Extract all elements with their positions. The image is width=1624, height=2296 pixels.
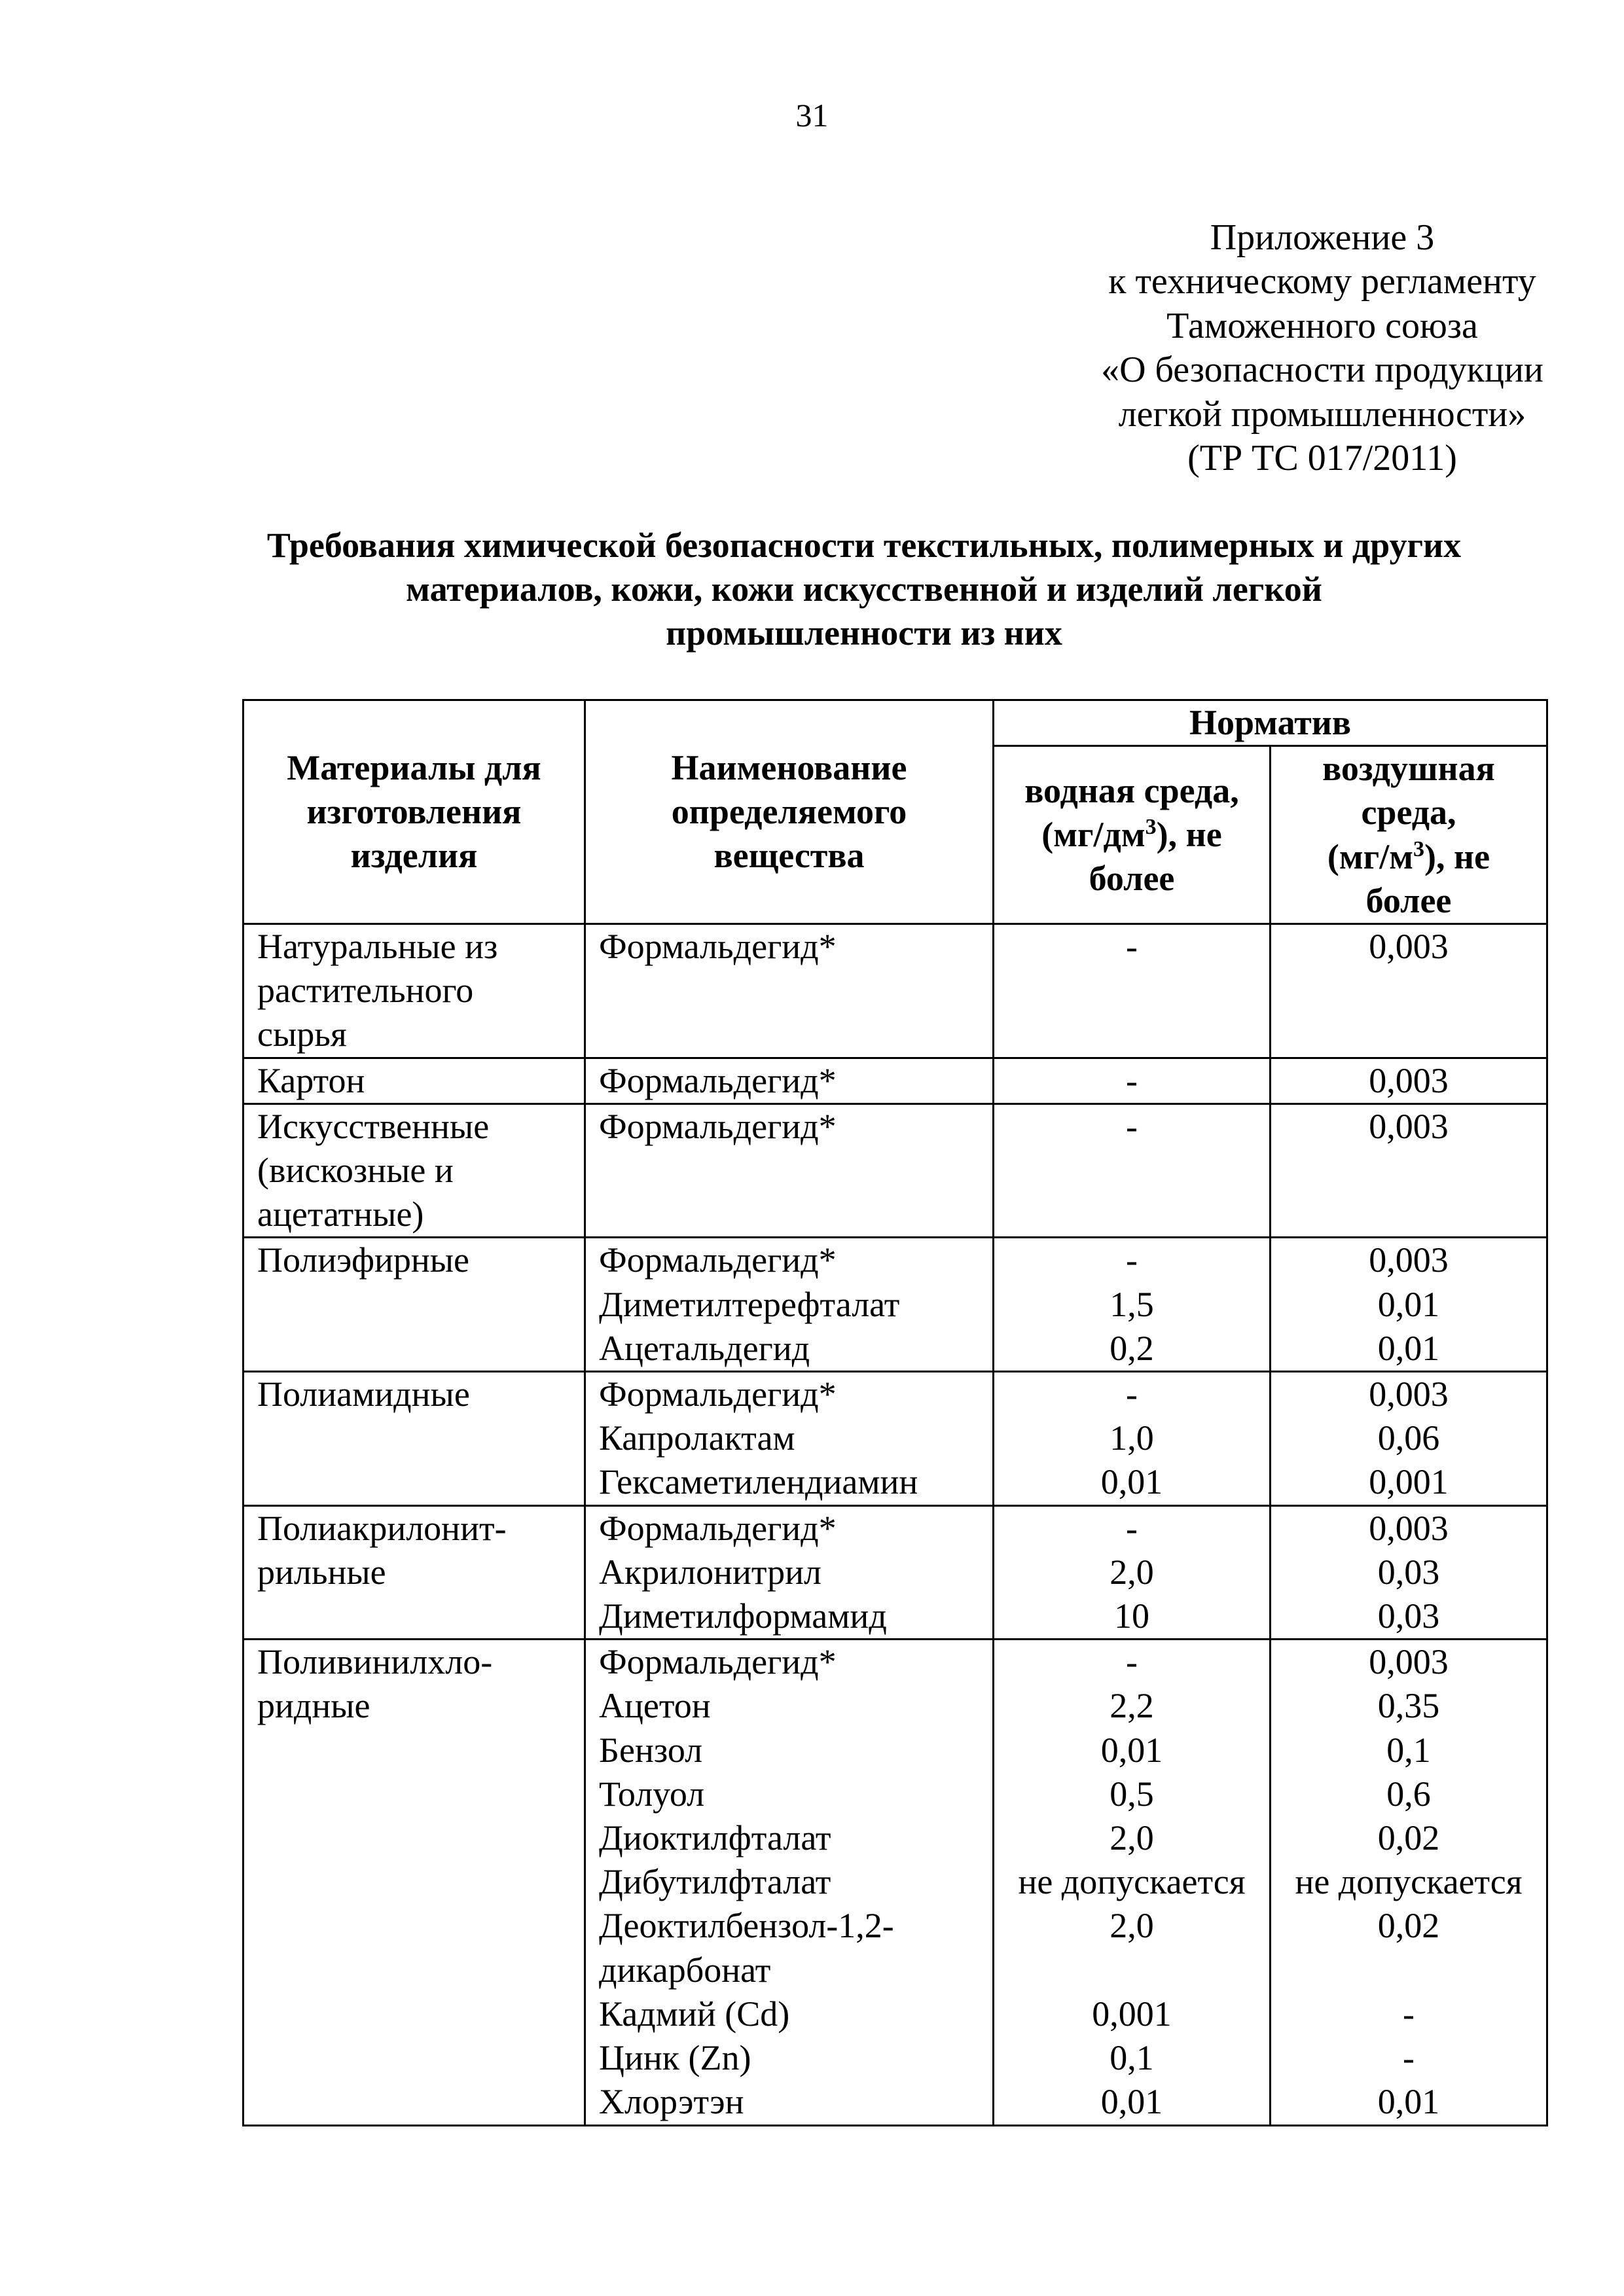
cell-line: 0,03 <box>1377 1596 1440 1636</box>
cell-line: - <box>1126 1374 1138 1414</box>
substance-cell <box>585 1640 994 2125</box>
material-cell <box>244 1103 585 1238</box>
cell-line: Хлорэтэн <box>599 2082 744 2122</box>
cell-line: 10 <box>1114 1596 1149 1636</box>
cell-line: Формальдегид* <box>599 1374 837 1414</box>
table-row <box>244 1238 1547 1372</box>
cell-line: 2,0 <box>1110 1552 1154 1592</box>
header-line: более <box>1365 880 1452 920</box>
table-row <box>244 1505 1547 1640</box>
material-cell <box>244 924 585 1058</box>
cell-line: Цинк (Zn) <box>599 2038 751 2078</box>
cell-line: Формальдегид* <box>599 1106 837 1146</box>
cell-line: Полиамидные <box>257 1374 470 1414</box>
air-norm-cell <box>1271 1103 1547 1238</box>
cell-line: 0,01 <box>1100 1730 1163 1770</box>
cell-line: Картон <box>257 1060 365 1100</box>
table-row <box>244 1058 1547 1103</box>
cell-line: Полиакрилонит- <box>257 1508 507 1548</box>
cell-line: - <box>1126 1240 1138 1280</box>
header-line: среда, <box>1361 793 1456 833</box>
substance-cell <box>585 1238 994 1372</box>
substance-cell <box>585 924 994 1058</box>
water-norm-cell <box>994 1103 1271 1238</box>
requirements-table <box>242 699 1548 2126</box>
appendix-block <box>1015 216 1624 480</box>
air-norm-cell <box>1271 1058 1547 1103</box>
cell-line: ацетатные) <box>257 1194 424 1234</box>
header-substance <box>585 700 994 924</box>
cell-line: сырья <box>257 1014 347 1054</box>
cell-line <box>1272 1948 1545 1992</box>
title-line: материалов, кожи, кожи искусственной и изделий легкой <box>406 569 1322 609</box>
cell-line: Формальдегид* <box>599 1060 837 1100</box>
header-line: вещества <box>713 836 865 876</box>
cell-line: 2,0 <box>1110 1818 1154 1858</box>
cell-line: 1,0 <box>1110 1418 1154 1458</box>
header-line: воздушная <box>1322 749 1495 789</box>
water-norm-cell <box>994 1238 1271 1372</box>
table-row <box>244 1372 1547 1506</box>
cell-line: Диметилтерефталат <box>599 1284 900 1324</box>
cell-line: Диоктилфталат <box>599 1818 831 1858</box>
cell-line: рильные <box>257 1552 386 1592</box>
cell-line: Поливинилхло- <box>257 1642 493 1682</box>
cell-line: Дибутилфталат <box>599 1862 831 1902</box>
substance-cell <box>585 1505 994 1640</box>
appendix-line: Приложение 3 <box>1210 217 1435 258</box>
cell-line: Формальдегид* <box>599 927 837 967</box>
cell-line: Кадмий (Cd) <box>599 1994 790 2034</box>
cell-line: Гексаметилендиамин <box>599 1462 918 1502</box>
cell-line: растительного <box>257 971 474 1011</box>
cell-line: - <box>1126 1106 1138 1146</box>
substance-cell <box>585 1372 994 1506</box>
cell-line: 0,01 <box>1100 2082 1163 2122</box>
cell-line: 0,06 <box>1377 1418 1440 1458</box>
header-line: Наименование <box>671 747 907 787</box>
cell-line: Диметилформамид <box>599 1596 887 1636</box>
cell-line: Натуральные из <box>257 927 498 967</box>
unit-suffix: ), не <box>1424 836 1490 876</box>
cell-line: 0,003 <box>1369 1508 1449 1548</box>
unit-suffix: ), не <box>1156 815 1222 854</box>
cell-line: Формальдегид* <box>599 1642 837 1682</box>
cell-line: (вискозные и <box>257 1151 454 1191</box>
water-norm-cell <box>994 1058 1271 1103</box>
header-line: определяемого <box>671 791 907 831</box>
cell-line: Ацетон <box>599 1686 711 1726</box>
cell-line: 0,35 <box>1377 1686 1440 1726</box>
appendix-line: легкой промышленности» <box>1118 393 1526 435</box>
cell-line: Капролактам <box>599 1418 795 1458</box>
cell-line: 0,01 <box>1377 1328 1440 1368</box>
cell-line: Формальдегид* <box>599 1240 837 1280</box>
appendix-line: к техническому регламенту <box>1108 261 1536 302</box>
cell-line: - <box>1403 2038 1415 2078</box>
header-air <box>1271 746 1547 924</box>
unit-prefix: (мг/дм <box>1041 815 1146 854</box>
cell-line: Толуол <box>599 1774 705 1814</box>
header-water <box>994 746 1271 924</box>
material-cell <box>244 1505 585 1640</box>
cell-line <box>996 1948 1268 1992</box>
water-norm-cell <box>994 1505 1271 1640</box>
cell-line: 0,003 <box>1369 1106 1449 1146</box>
cell-line: - <box>1126 927 1138 967</box>
material-cell <box>244 1372 585 1506</box>
cell-line: ридные <box>257 1686 370 1726</box>
cell-line: Бензол <box>599 1730 703 1770</box>
page-number: 31 <box>795 97 829 134</box>
table-row <box>244 1640 1547 2125</box>
cell-line: 0,01 <box>1100 1462 1163 1502</box>
header-line: водная среда, <box>1024 770 1239 810</box>
cell-line: Акрилонитрил <box>599 1552 821 1592</box>
cell-line: 0,003 <box>1369 1642 1449 1682</box>
cell-line: 0,001 <box>1369 1462 1449 1502</box>
cell-line: не допускается <box>1018 1862 1246 1902</box>
cell-line: 0,6 <box>1386 1774 1431 1814</box>
water-norm-cell <box>994 924 1271 1058</box>
air-norm-cell <box>1271 1505 1547 1640</box>
cell-line: 0,2 <box>1110 1328 1154 1368</box>
cell-line: Ацетальдегид <box>599 1328 810 1368</box>
substance-cell <box>585 1103 994 1238</box>
water-norm-cell <box>994 1372 1271 1506</box>
cell-line: 0,5 <box>1110 1774 1154 1814</box>
header-line: Материалы для <box>287 747 541 787</box>
cell-line: - <box>1126 1508 1138 1548</box>
air-norm-cell <box>1271 1372 1547 1506</box>
unit-exponent: 3 <box>1145 815 1157 839</box>
air-norm-cell <box>1271 1640 1547 2125</box>
header-unit-line <box>1275 835 1542 879</box>
cell-line: Полиэфирные <box>257 1240 470 1280</box>
cell-line: 0,1 <box>1110 2038 1154 2078</box>
material-cell <box>244 1238 585 1372</box>
header-unit-line <box>998 813 1265 857</box>
cell-line: 0,001 <box>1092 1994 1172 2034</box>
cell-line: 0,003 <box>1369 1374 1449 1414</box>
material-cell <box>244 1640 585 2125</box>
cell-line: дикарбонат <box>599 1950 771 1990</box>
cell-line: 0,003 <box>1369 927 1449 967</box>
cell-line: 0,01 <box>1377 1284 1440 1324</box>
cell-line: Деоктилбензол-1,2- <box>599 1906 894 1946</box>
cell-line: 0,003 <box>1369 1060 1449 1100</box>
table-row <box>244 924 1547 1058</box>
table-body <box>244 924 1547 2125</box>
document-title <box>157 524 1571 655</box>
table-row <box>244 1103 1547 1238</box>
material-cell <box>244 1058 585 1103</box>
cell-line: 2,2 <box>1110 1686 1154 1726</box>
header-materials <box>244 700 585 924</box>
cell-line: 0,03 <box>1377 1552 1440 1592</box>
cell-line: 1,5 <box>1110 1284 1154 1324</box>
header-line: изделия <box>350 836 478 876</box>
unit-prefix: (мг/м <box>1327 836 1413 876</box>
air-norm-cell <box>1271 924 1547 1058</box>
cell-line: 2,0 <box>1110 1906 1154 1946</box>
unit-exponent: 3 <box>1413 836 1424 861</box>
cell-line: - <box>1403 1994 1415 2034</box>
title-line: Требования химической безопасности текстильных, полимерных и других <box>266 526 1462 565</box>
cell-line: - <box>1126 1060 1138 1100</box>
cell-line: - <box>1126 1642 1138 1682</box>
cell-line: Формальдегид* <box>599 1508 837 1548</box>
appendix-line: (ТР ТС 017/2011) <box>1187 438 1457 479</box>
cell-line: Искусственные <box>257 1106 490 1146</box>
title-line: промышленности из них <box>666 613 1062 653</box>
appendix-line: «О безопасности продукции <box>1101 350 1543 391</box>
cell-line: не допускается <box>1295 1862 1523 1902</box>
cell-line: 0,003 <box>1369 1240 1449 1280</box>
air-norm-cell <box>1271 1238 1547 1372</box>
substance-cell <box>585 1058 994 1103</box>
header-line: более <box>1089 859 1175 899</box>
cell-line: 0,1 <box>1386 1730 1431 1770</box>
cell-line: 0,01 <box>1377 2082 1440 2122</box>
header-norm: Норматив <box>994 700 1547 746</box>
water-norm-cell <box>994 1640 1271 2125</box>
cell-line: 0,02 <box>1377 1818 1440 1858</box>
appendix-line: Таможенного союза <box>1166 305 1478 346</box>
header-line: изготовления <box>306 791 522 831</box>
cell-line: 0,02 <box>1377 1906 1440 1946</box>
